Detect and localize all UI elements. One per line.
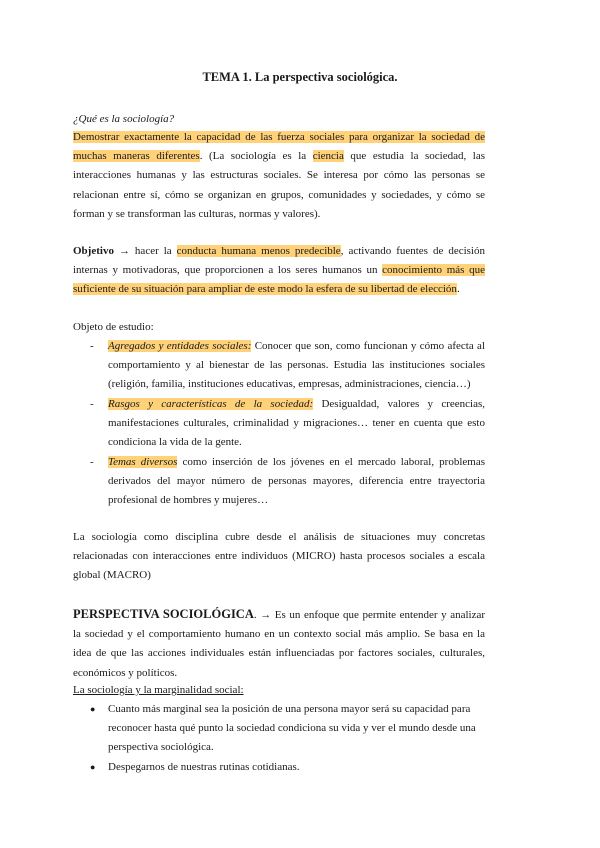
objective-text: , activando fuentes de decisión internas y motivadoras, que proporcionen a los seres humanos un — [73, 245, 485, 277]
definition-paragraph — [73, 128, 485, 224]
study-object-label: Objeto de estudio: — [73, 321, 154, 333]
item-text: Conocer que son, como funcionan y cómo afecta al comportamiento y al bienestar de las personas. Estudia las instituciones sociales (religión, familia, instituciones educativas, empresas, administraciones, ciencia…) — [108, 340, 485, 391]
list-bullet: - — [90, 340, 94, 352]
bullet-dot: ● — [90, 704, 96, 714]
objective-arrow: → hacer la — [113, 245, 177, 257]
micro-macro-paragraph: La sociología como disciplina cubre desde el análisis de situaciones muy concretas relacionadas con interacciones entre individuos (MICRO) hasta procesos sociales a escala global (MACRO) — [73, 531, 485, 582]
list-item — [108, 453, 485, 511]
objective-highlight-1: conducta humana menos predecible — [176, 245, 341, 257]
perspective-label: PERSPECTIVA SOCIOLÓGICA — [73, 607, 254, 621]
definition-highlight: Demostrar exactamente la capacidad de las fuerza sociales para organizar la sociedad de muchas maneras diferentes — [73, 131, 485, 163]
list-item — [108, 395, 485, 453]
list-item: Despegarnos de nuestras rutinas cotidianas. — [108, 761, 300, 773]
item-text: Desigualdad, valores y creencias, manifestaciones culturales, criminalidad y migraciones… tener en cuenta que esto condiciona la vida de la gente. — [108, 398, 485, 449]
definition-text-b: que estudia la sociedad, las interacciones humanas y las estructuras sociales. Se interesa por cómo las personas se relacionan entre sí, cómo se organizan en grupos, comunidades y sociedades, y cómo se forman y se transforman las culturas, normas y valores). — [73, 150, 485, 220]
bullet-dot: ● — [90, 762, 96, 772]
list-bullet: - — [90, 398, 94, 410]
marginality-heading: La sociología y la marginalidad social: — [73, 684, 244, 696]
ciencia-highlight: ciencia — [312, 150, 344, 163]
definition-text-a: . (La sociología es la — [199, 150, 313, 163]
perspective-paragraph — [73, 605, 485, 683]
item-highlight: Temas diversos — [108, 456, 178, 468]
list-item: Cuanto más marginal sea la posición de una persona mayor será su capacidad para reconocer hasta qué punto la sociedad condiciona su vida y ver el mundo desde una perspectiva sociológica. — [108, 703, 476, 754]
objective-label: Objetivo — [73, 245, 114, 257]
list-bullet: - — [90, 456, 94, 468]
perspective-text: . → Es un enfoque que permite entender y analizar la sociedad y el comportamiento humano en un contexto social más amplio. Se basa en la idea de que las acciones individuales están influenciadas por factores sociales, culturales, económicos y políticos. — [73, 609, 486, 679]
list-item — [108, 337, 485, 395]
objective-end: . — [456, 283, 460, 296]
page-title: TEMA 1. La perspectiva sociológica. — [202, 70, 398, 84]
item-text: como inserción de los jóvenes en el mercado laboral, problemas derivados del mayor número de personas mayores, diferencia entre trayectoria profesional de hombres y mujeres… — [108, 456, 485, 507]
question-heading: ¿Qué es la sociología? — [73, 113, 175, 125]
objective-paragraph — [73, 242, 485, 300]
objective-highlight-2: conocimiento más que suficiente de su situación para ampliar de este modo la esfera de su libertad de elección — [73, 264, 485, 296]
item-highlight: Agregados y entidades sociales: — [108, 340, 252, 352]
item-highlight: Rasgos y características de la sociedad: — [108, 398, 314, 410]
